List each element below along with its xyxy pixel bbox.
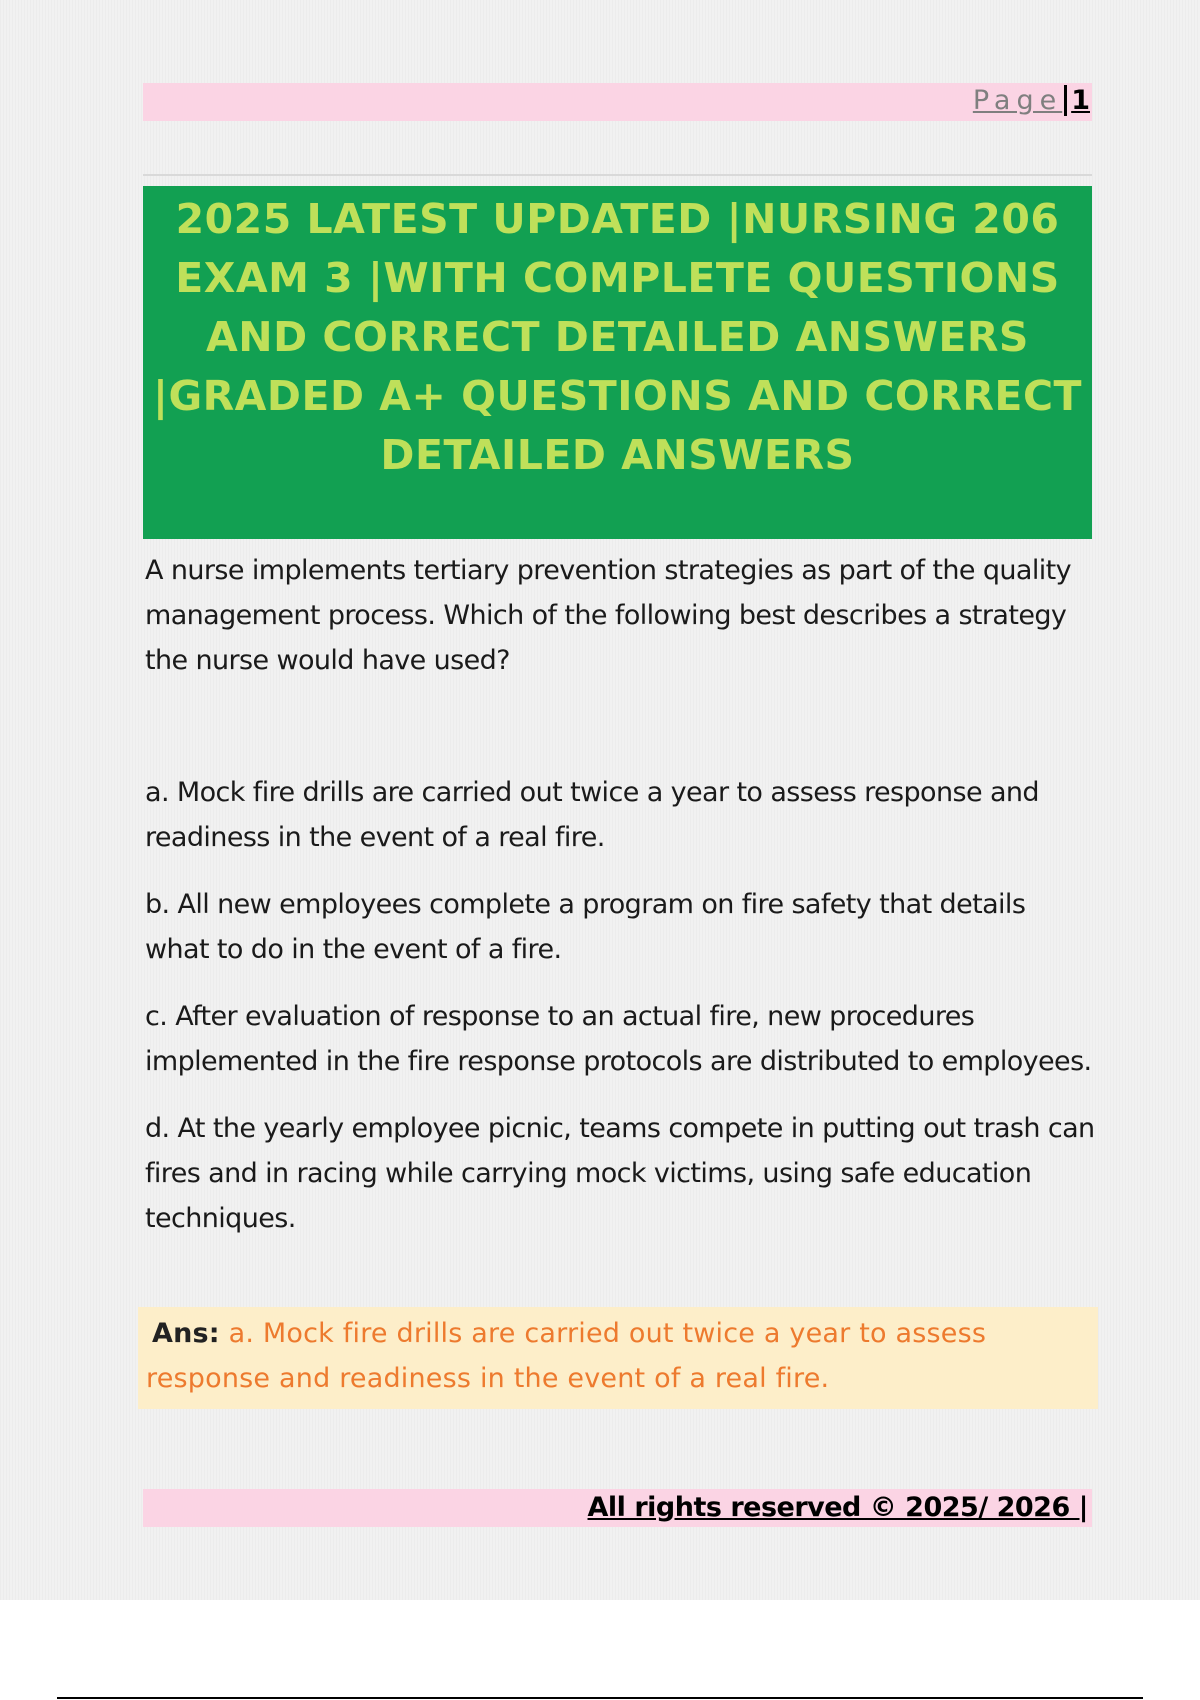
option-c: c. After evaluation of response to an actual fire, new procedures implemented in the fire response protocols are distributed to employees.	[145, 1001, 1092, 1077]
answer-text: a. Mock fire drills are carried out twice a year to assess response and readiness in the event of a real fire.	[146, 1318, 987, 1394]
document-title	[149, 190, 1086, 485]
header-divider	[143, 174, 1092, 176]
answer-options	[145, 770, 1095, 1263]
page-header	[143, 83, 1092, 121]
title-line: EXAM 3 |WITH COMPLETE QUESTIONS	[175, 254, 1060, 302]
bottom-divider	[57, 1697, 1143, 1699]
page-footer	[143, 1489, 1092, 1527]
answer-label: Ans:	[152, 1318, 220, 1349]
answer-box	[138, 1307, 1098, 1409]
title-banner	[143, 186, 1092, 539]
option-b: b. All new employees complete a program on fire safety that details what to do in the event of a fire.	[145, 889, 1026, 965]
question-text: A nurse implements tertiary prevention strategies as part of the quality management process. Which of the following best describes a strategy the nurse would have used?	[145, 555, 1072, 676]
title-line: 2025 LATEST UPDATED |NURSING 206	[175, 195, 1060, 243]
page-indicator	[973, 85, 1090, 116]
title-line: |GRADED A+ QUESTIONS AND CORRECT	[152, 372, 1082, 420]
option-a: a. Mock fire drills are carried out twice a year to assess response and readiness in the event of a real fire.	[145, 777, 1039, 853]
title-line: DETAILED ANSWERS	[380, 431, 855, 479]
title-line: AND CORRECT DETAILED ANSWERS	[206, 313, 1029, 361]
copyright-notice: All rights reserved © 2025/ 2026 |	[587, 1492, 1088, 1523]
option-d: d. At the yearly employee picnic, teams compete in putting out trash can fires and in racing while carrying mock victims, using safe education techniques.	[145, 1113, 1095, 1234]
page-label: Page	[972, 85, 1063, 116]
page-number: 1	[1064, 85, 1090, 116]
